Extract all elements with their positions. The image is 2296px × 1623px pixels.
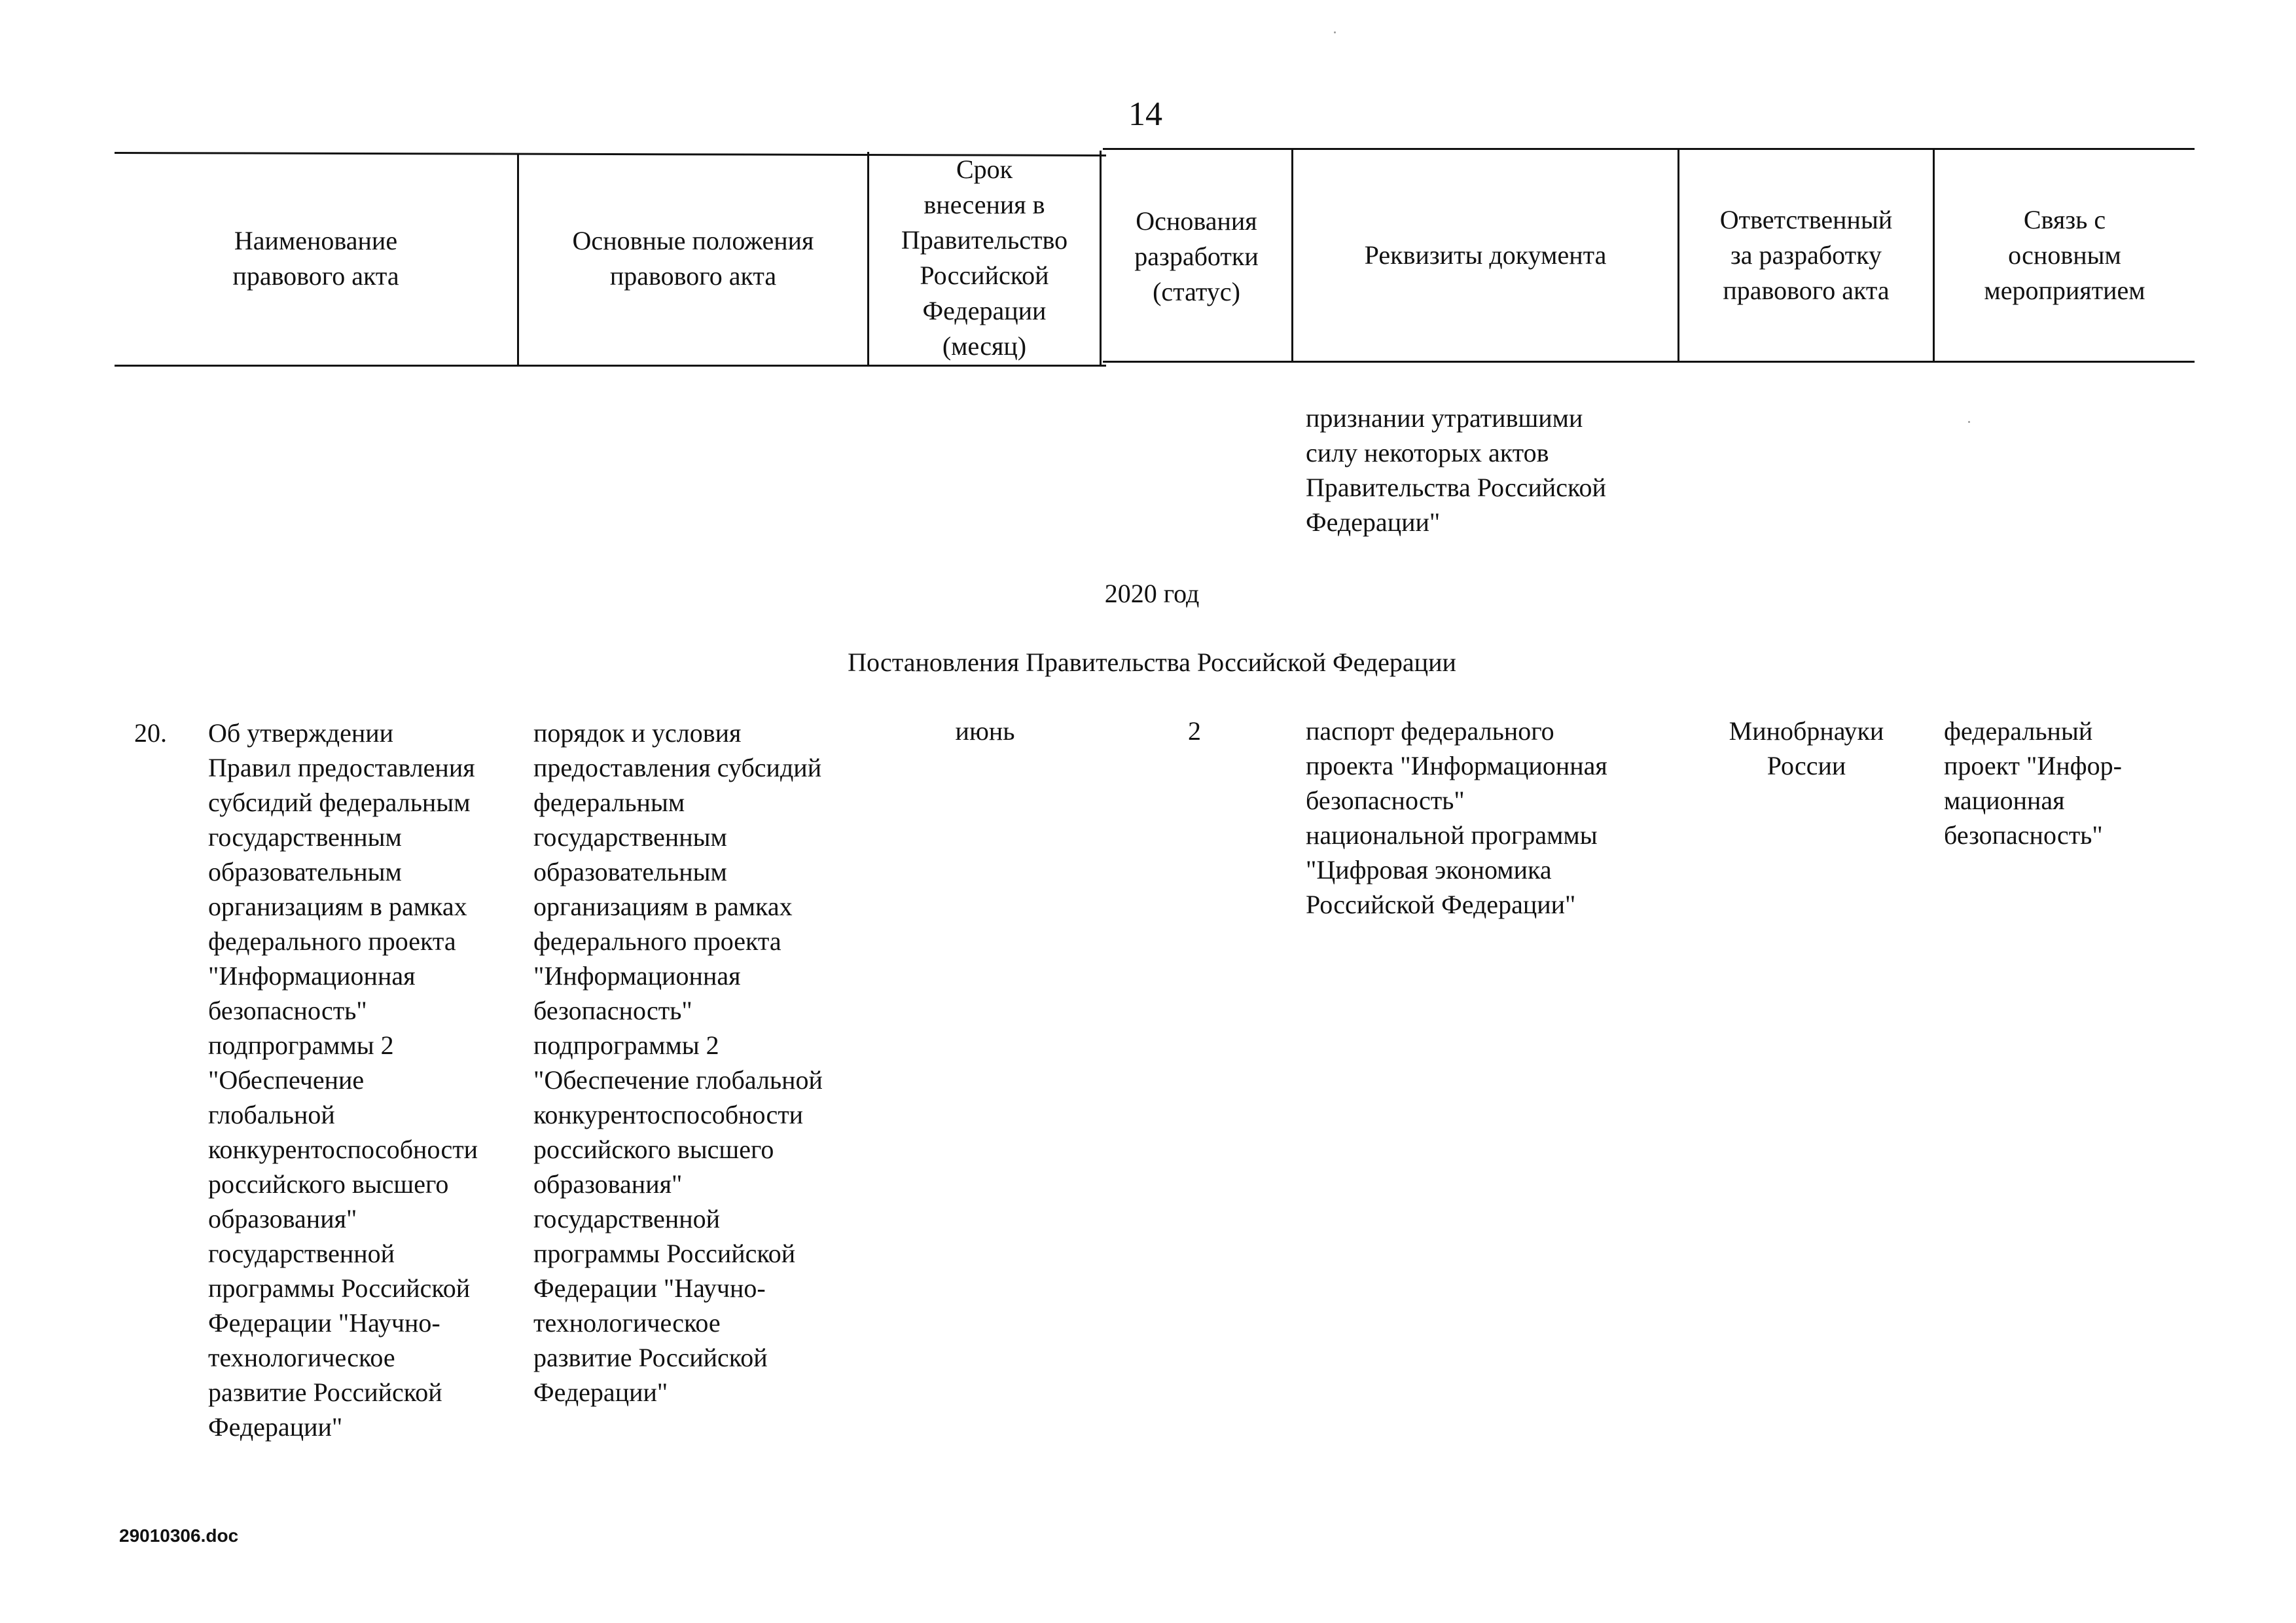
header-basis: [1102, 152, 1291, 361]
row-deadline: июнь: [955, 716, 1015, 746]
page-number: 14: [1128, 96, 1162, 133]
header-link-text: Связь с основным мероприятием: [1984, 205, 2145, 305]
section-year: 2020 год: [1104, 579, 1200, 608]
scan-speck: [1968, 421, 1970, 423]
row-number: 20.: [134, 718, 167, 748]
footer-filename: 29010306.doc: [119, 1525, 239, 1546]
header-requisites: [1293, 151, 1677, 360]
continuation-requisites: признании утратившими силу некоторых актов Правительства Российской Федерации": [1306, 403, 1606, 537]
header-deadline: [869, 153, 1100, 363]
header-deadline-text: Срок внесения в Правительство Российской Федерации (месяц): [901, 155, 1068, 361]
header-provisions-text: Основные положения правового акта: [572, 226, 814, 291]
row-link: федеральный проект "Инфор- мационная безопасность": [1944, 716, 2122, 850]
scan-speck: [1334, 31, 1336, 33]
header-responsible-text: Ответственный за разработку правового акта: [1719, 205, 1893, 305]
header-top-rule-right: [1103, 148, 2195, 150]
section-title: Постановления Правительства Российской Федерации: [848, 647, 1456, 677]
header-requisites-text: Реквизиты документа: [1364, 240, 1607, 270]
header-name-text: Наименование правового акта: [232, 226, 399, 291]
header-responsible: [1679, 151, 1933, 360]
header-provisions: [519, 155, 867, 363]
row-basis: 2: [1188, 716, 1201, 746]
header-link: [1935, 151, 2195, 360]
row-requisites: паспорт федерального проекта "Информационная безопасность" национальной программы "Цифровая экономика Российской Федерации": [1306, 716, 1607, 919]
header-name: [115, 155, 517, 363]
header-bottom-rule: [115, 365, 1106, 367]
row-name: Об утверждении Правил предоставления субсидий федеральным государственным образовательным организациям в рамках федерального проекта "Информационная безопасность" подпрограммы 2 "Обеспечение глобальной конкурентоспособности российского высшего образования" государственной программы Российской Федерации "Научно- технологическое развитие Российской Федерации": [208, 718, 478, 1442]
row-responsible: Минобрнауки России: [1729, 716, 1884, 780]
header-basis-text: Основания разработки (статус): [1134, 206, 1259, 306]
row-provisions: порядок и условия предоставления субсидий федеральным государственным образовательным организациям в рамках федерального проекта "Информационная безопасность" подпрограммы 2 "Обеспечение глобальной конкурентоспособности российского высшего образования" государственной программы Российской Федерации "Научно- технологическое развитие Российской Федерации": [533, 718, 823, 1407]
